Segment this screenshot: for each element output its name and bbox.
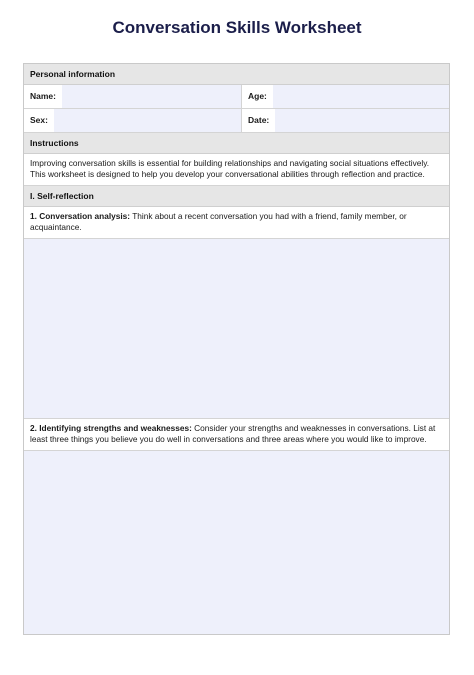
page-title: Conversation Skills Worksheet <box>112 18 362 37</box>
personal-info-header: Personal information <box>24 64 449 85</box>
instructions-text: Improving conversation skills is essential for building relationships and navigating social situations effectively. This worksheet is designed to help you develop your conversational abilities through reflection and practice. <box>24 154 449 186</box>
date-field[interactable] <box>275 109 449 132</box>
name-cell <box>24 85 242 108</box>
question-1 <box>24 207 449 239</box>
name-label: Name: <box>30 91 56 101</box>
age-cell <box>242 85 449 108</box>
question-2-text: Consider your strengths and weaknesses in conversations. List at least three things you believe you do well in conversations and three areas where you would like to improve. <box>30 423 436 444</box>
date-cell <box>242 109 449 132</box>
question-1-text: Think about a recent conversation you had with a friend, family member, or acquaintance. <box>30 211 407 232</box>
question-1-title: 1. Conversation analysis: <box>30 211 131 221</box>
age-label: Age: <box>248 91 267 101</box>
question-2 <box>24 419 449 451</box>
sex-label: Sex: <box>30 115 48 125</box>
sex-field[interactable] <box>54 109 241 132</box>
question-2-title: 2. Identifying strengths and weaknesses: <box>30 423 192 433</box>
worksheet-form <box>23 63 450 635</box>
sex-date-row <box>24 109 449 133</box>
name-field[interactable] <box>62 85 241 108</box>
self-reflection-header: I. Self-reflection <box>24 186 449 207</box>
sex-cell <box>24 109 242 132</box>
name-age-row <box>24 85 449 109</box>
question-2-answer-area[interactable] <box>24 451 449 634</box>
age-field[interactable] <box>273 85 449 108</box>
instructions-header: Instructions <box>24 133 449 154</box>
question-1-answer-area[interactable] <box>24 239 449 419</box>
date-label: Date: <box>248 115 270 125</box>
